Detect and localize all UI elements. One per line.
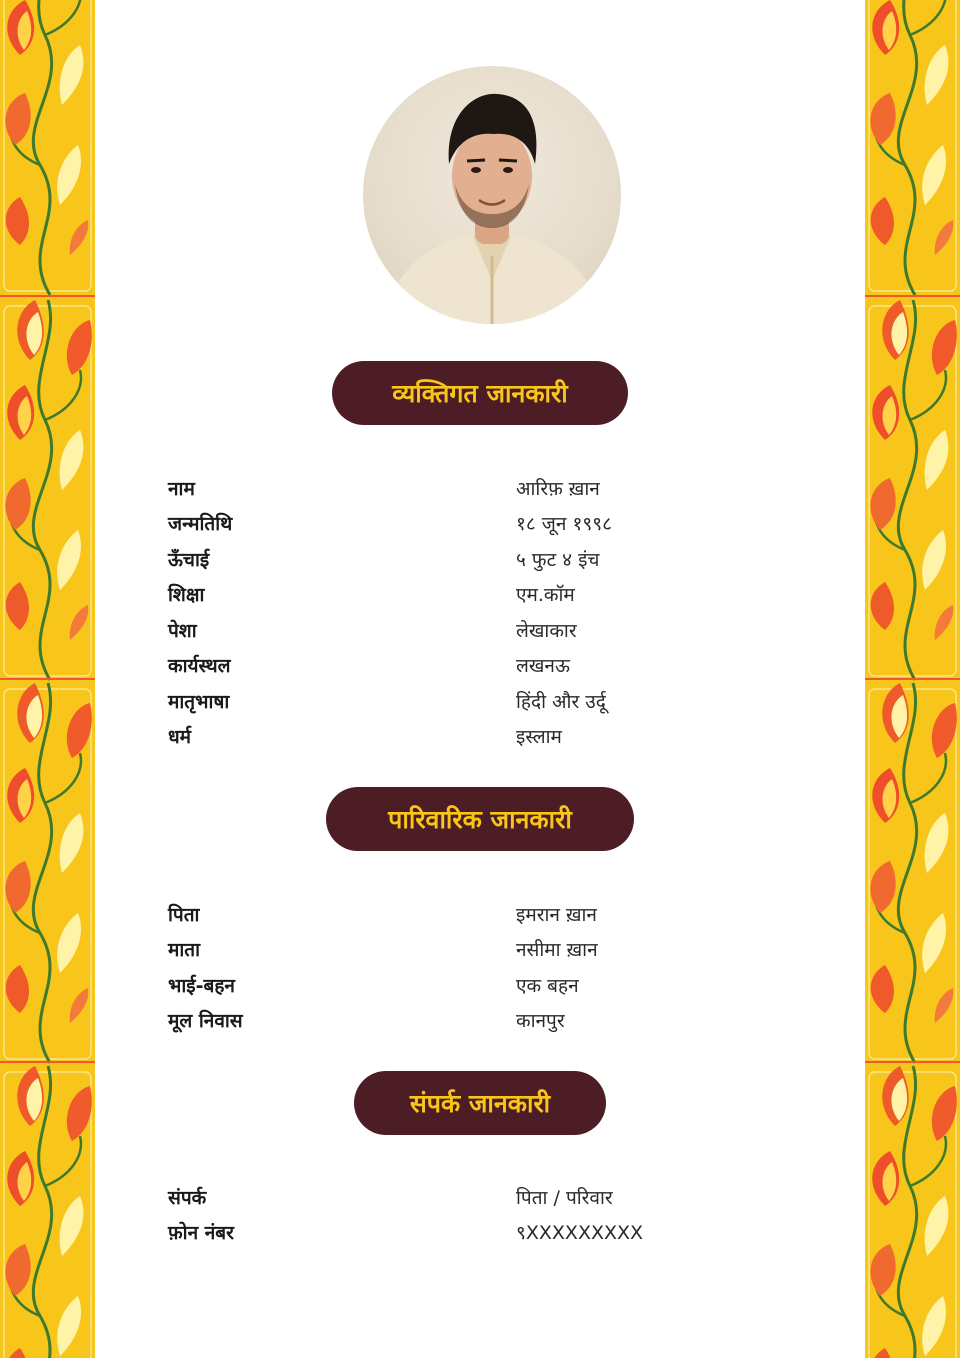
value-father: इमरान ख़ान <box>516 903 597 926</box>
profile-photo <box>363 66 621 324</box>
value-name: आरिफ़ ख़ान <box>516 477 600 500</box>
label-phone: फ़ोन नंबर <box>168 1222 234 1245</box>
info-row-mother <box>168 932 728 968</box>
value-mother: नसीमा ख़ान <box>516 939 598 962</box>
info-row-profession <box>168 612 728 648</box>
family-info-table <box>168 896 728 1038</box>
floral-border-left <box>0 0 95 1358</box>
value-mother-tongue: हिंदी और उर्दू <box>516 690 606 713</box>
info-row-father <box>168 896 728 932</box>
info-row-siblings <box>168 967 728 1003</box>
info-row-religion <box>168 719 728 755</box>
label-name: नाम <box>168 477 195 500</box>
section-title-family: पारिवारिक जानकारी <box>326 787 634 851</box>
groom-portrait-icon <box>363 66 621 324</box>
value-education: एम.कॉम <box>516 584 575 607</box>
label-education: शिक्षा <box>168 584 205 607</box>
value-contact: पिता / परिवार <box>516 1186 613 1209</box>
label-contact: संपर्क <box>168 1186 207 1209</box>
label-dob: जन्मतिथि <box>168 513 233 536</box>
label-profession: पेशा <box>168 619 197 642</box>
value-phone: ९XXXXXXXXX <box>516 1222 644 1245</box>
info-row-height <box>168 541 728 577</box>
info-row-workplace <box>168 648 728 684</box>
contact-info-table <box>168 1179 728 1250</box>
value-height: ५ फुट ४ इंच <box>516 548 600 571</box>
info-row-contact <box>168 1179 728 1215</box>
label-siblings: भाई-बहन <box>168 974 235 997</box>
section-title-personal: व्यक्तिगत जानकारी <box>332 361 628 425</box>
label-religion: धर्म <box>168 726 192 749</box>
section-title-contact: संपर्क जानकारी <box>354 1071 606 1135</box>
label-workplace: कार्यस्थल <box>168 655 231 678</box>
info-row-dob <box>168 506 728 542</box>
label-father: पिता <box>168 903 200 926</box>
info-row-name <box>168 470 728 506</box>
value-workplace: लखनऊ <box>516 655 570 678</box>
value-religion: इस्लाम <box>516 726 562 749</box>
value-dob: १८ जून १९९८ <box>516 513 613 536</box>
info-row-native-place <box>168 1003 728 1039</box>
info-row-phone <box>168 1215 728 1251</box>
label-native-place: मूल निवास <box>168 1010 243 1033</box>
floral-border-right <box>865 0 960 1358</box>
info-row-mother-tongue <box>168 683 728 719</box>
value-profession: लेखाकार <box>516 619 577 642</box>
value-siblings: एक बहन <box>516 974 579 997</box>
label-height: ऊँचाई <box>168 548 210 571</box>
label-mother: माता <box>168 939 201 962</box>
label-mother-tongue: मातृभाषा <box>168 690 230 713</box>
info-row-education <box>168 577 728 613</box>
value-native-place: कानपुर <box>516 1010 565 1033</box>
personal-info-table <box>168 470 728 754</box>
